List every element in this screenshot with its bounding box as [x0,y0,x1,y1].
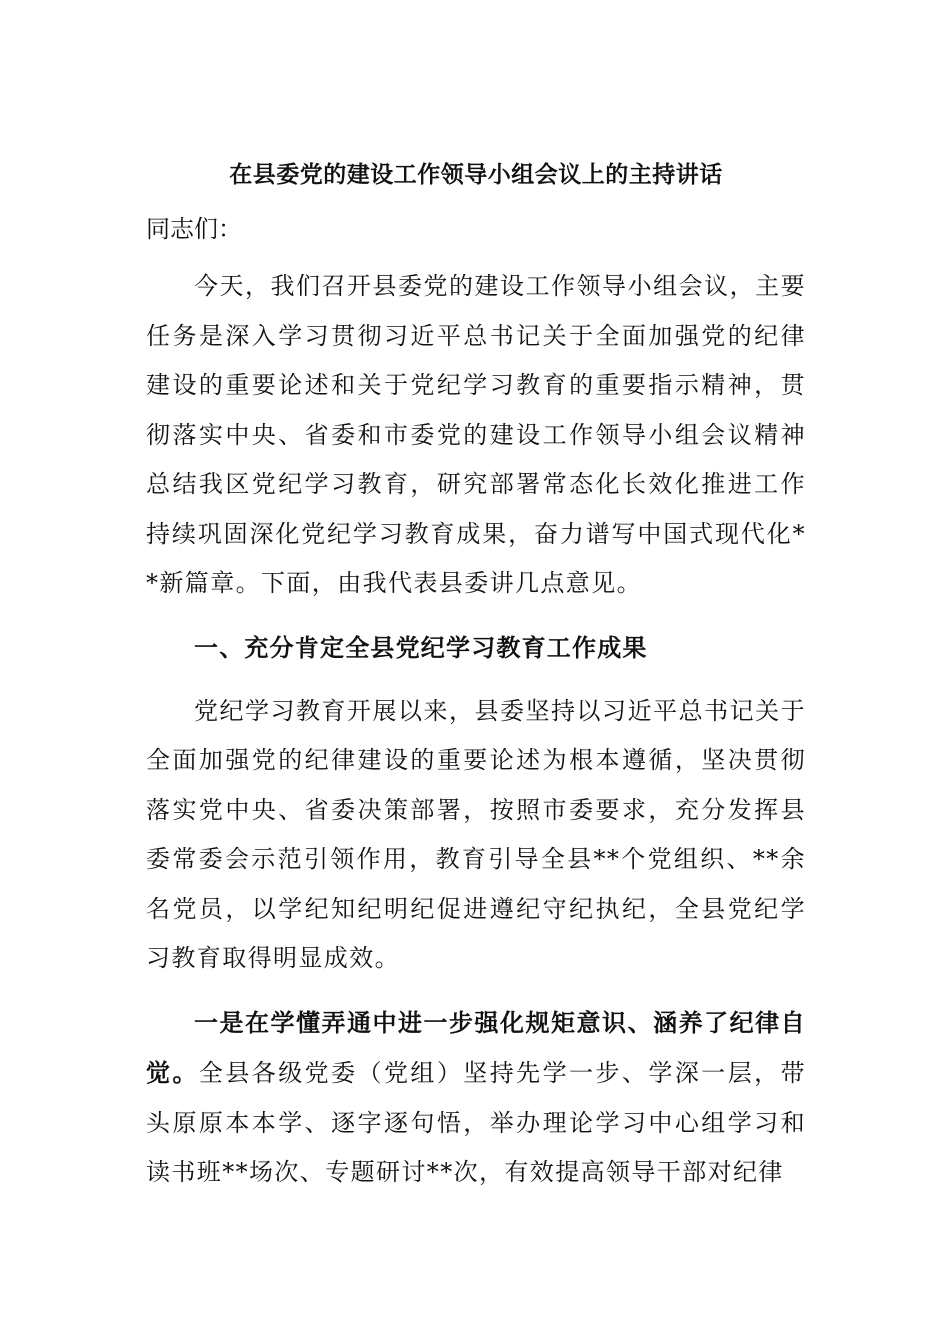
point-1-lead: 一是在学懂弄通中进一步强化规矩意识、涵养了纪律自觉。 [146,1007,806,1087]
section-1-paragraph: 党纪学习教育开展以来，县委坚持以习近平总书记关于全面加强党的纪律建设的重要论述为根本遵循，坚决贯彻落实党中央、省委决策部署，按照市委要求，充分发挥县委常委会示范引领作用，教育引导全县**个党组织、**余名党员，以学纪知纪明纪促进遵纪守纪执纪，全县党纪学习教育取得明显成效。 [146,696,806,972]
intro-paragraph: 今天，我们召开县委党的建设工作领导小组会议，主要任务是深入学习贯彻习近平总书记关于全面加强党的纪律建设的重要论述和关于党纪学习教育的重要指示精神，贯彻落实中央、省委和市委党的建设工作领导小组会议精神总结我区党纪学习教育，研究部署常态化长效化推进工作持续巩固深化党纪学习教育成果，奋力谱写中国式现代化**新篇章。下面，由我代表县委讲几点意见。 [146,272,806,597]
document-title: 在县委党的建设工作领导小组会议上的主持讲话 [229,161,723,188]
greeting: 同志们： [146,215,242,243]
point-1-paragraph [146,998,806,1198]
point-1-body: 全县各级党委（党组）坚持先学一步、学深一层，带头原原本本学、逐字逐句悟，举办理论学习中心组学习和读书班**场次、专题研讨**次，有效提高领导干部对纪律 [146,1059,806,1186]
document-body [146,150,806,1212]
section-1-heading: 一、充分肯定全县党纪学习教育工作成果 [194,632,648,662]
